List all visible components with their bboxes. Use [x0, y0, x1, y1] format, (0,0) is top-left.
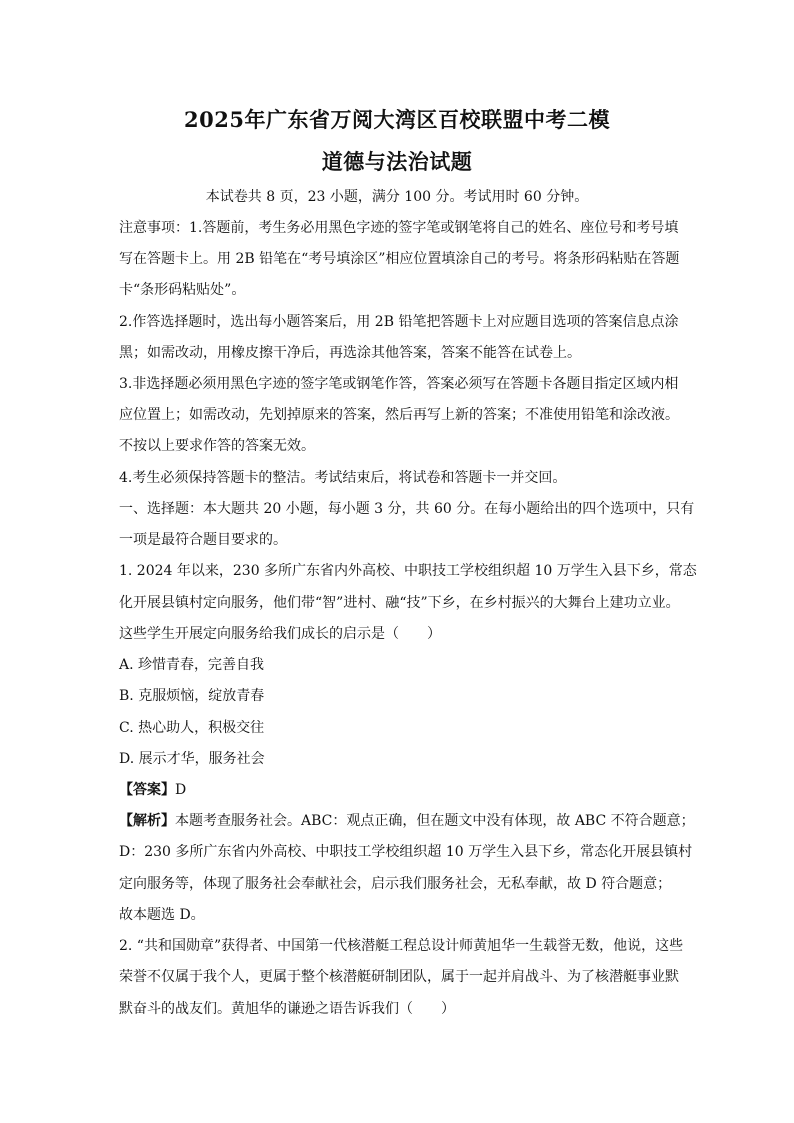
question-1-option-d: D. 展示才华，服务社会 [119, 751, 265, 767]
question-1-option-c: C. 热心助人，积极交往 [119, 720, 265, 736]
exam-info: 本试卷共 8 页，23 小题，满分 100 分。考试用时 60 分钟。 [205, 189, 589, 205]
section-heading: 一、选择题：本大题共 20 小题，每小题 3 分，共 60 分。在每小题给出的四个选项中，只有 [119, 501, 695, 517]
question-1-analysis [119, 812, 695, 830]
notice-line: 4.考生必须保持答题卡的整洁。考试结束后，将试卷和答题卡一并交回。 [119, 470, 567, 486]
notice-line: 3.非选择题必须用黑色字迹的签字笔或钢笔作答，答案必须写在答题卡各题目指定区域内相 [119, 376, 679, 392]
answer-label: 【答案】 [119, 782, 175, 798]
notice-line: 不按以上要求作答的答案无效。 [119, 438, 315, 454]
notice-line: 卡“条形码粘贴处”。 [119, 282, 246, 298]
analysis-label: 【解析】 [119, 813, 175, 829]
notice-line: 注意事项：1.答题前，考生务必用黑色字迹的签字笔或钢笔将自己的姓名、座位号和考号填 [119, 220, 679, 236]
question-1-answer [119, 781, 186, 799]
analysis-text: 故本题选 D。 [119, 907, 205, 923]
section-heading: 一项是最符合题目要求的。 [119, 532, 287, 548]
question-2-text: 荣誉不仅属于我个人，更属于整个核潜艇研制团队，属于一起并肩战斗、为了核潜艇事业默 [119, 969, 679, 985]
notice-line: 应位置上；如需改动，先划掉原来的答案，然后再写上新的答案；不准使用铅笔和涂改液。 [119, 407, 679, 423]
analysis-text: 本题考查服务社会。ABC：观点正确，但在题文中没有体现，故 ABC 不符合题意； [175, 813, 695, 829]
question-1-option-a: A. 珍惜青春，完善自我 [119, 657, 265, 673]
answer-value: D [175, 782, 187, 798]
page-title: 2025年广东省万阅大湾区百校联盟中考二模 [184, 107, 610, 132]
question-1-text: 这些学生开展定向服务给我们成长的启示是（ ） [119, 626, 441, 642]
question-2-text: 默奋斗的战友们。黄旭华的谦逊之语告诉我们（ ） [119, 1001, 455, 1017]
question-1-option-b: B. 克服烦恼，绽放青春 [119, 688, 265, 704]
question-2-text: 2. “共和国勋章”获得者、中国第一代核潜艇工程总设计师黄旭华一生载誉无数，他说，这些 [119, 938, 684, 954]
analysis-text: D：230 多所广东省内外高校、中职技工学校组织超 10 万学生入县下乡，常态化开展县镇村 [119, 844, 693, 860]
question-1-text: 化开展县镇村定向服务，他们带“智”进村、融“技”下乡，在乡村振兴的大舞台上建功立业。 [119, 595, 680, 611]
notice-line: 写在答题卡上。用 2B 铅笔在“考号填涂区”相应位置填涂自己的考号。将条形码粘贴在答题 [119, 251, 680, 267]
notice-line: 2.作答选择题时，选出每小题答案后，用 2B 铅笔把答题卡上对应题目选项的答案信息点涂 [119, 314, 679, 330]
question-1-text: 1. 2024 年以来，230 多所广东省内外高校、中职技工学校组织超 10 万学生入县下乡，常态 [119, 563, 697, 579]
analysis-text: 定向服务等，体现了服务社会奉献社会，启示我们服务社会，无私奉献，故 D 符合题意； [119, 876, 672, 892]
notice-line: 黑；如需改动，用橡皮擦干净后，再选涂其他答案，答案不能答在试卷上。 [119, 345, 581, 361]
page-subject-title: 道德与法治试题 [321, 149, 473, 174]
